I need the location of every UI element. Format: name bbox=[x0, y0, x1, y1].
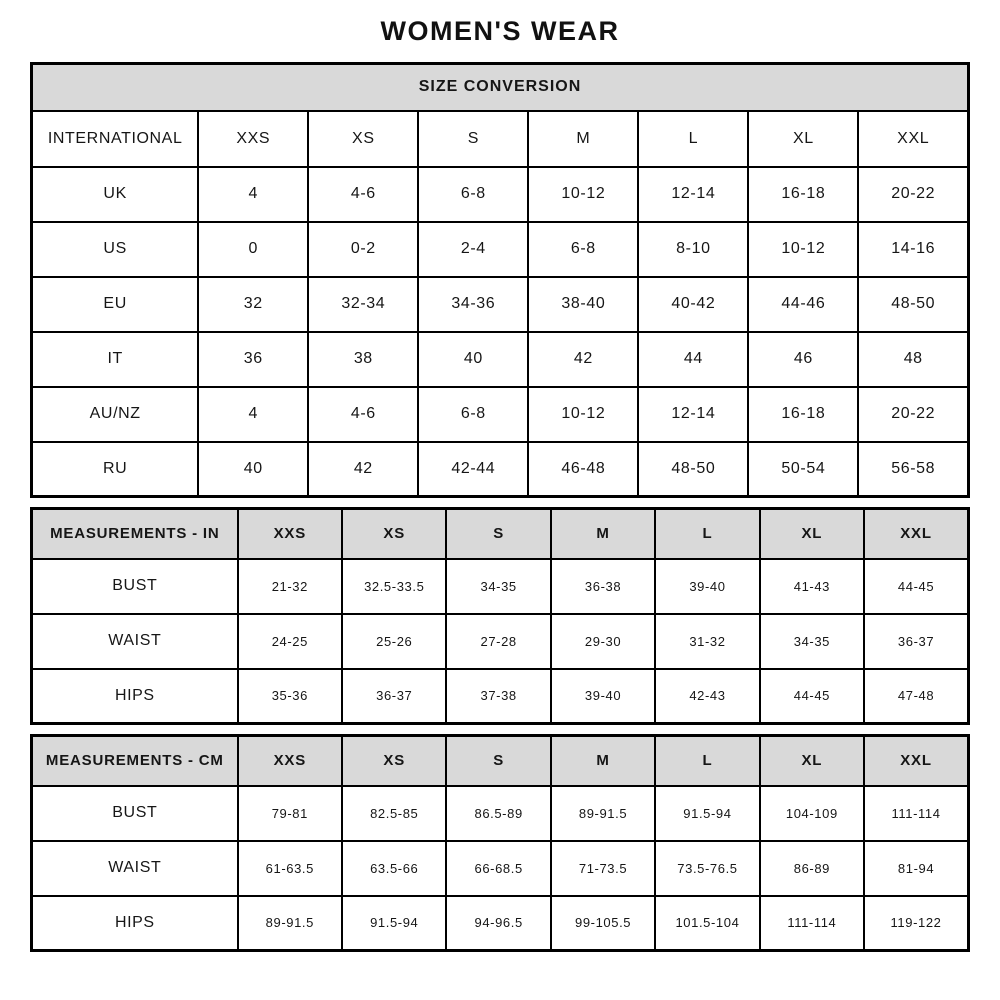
cell-value: 94-96.5 bbox=[446, 896, 550, 951]
row-label: BUST bbox=[32, 786, 238, 841]
measurements-in-title: MEASUREMENTS - IN bbox=[32, 509, 238, 559]
col-header-xxs: XXS bbox=[238, 736, 342, 786]
cell-value: 0 bbox=[198, 222, 308, 277]
cell-value: 14-16 bbox=[858, 222, 968, 277]
cell-value: 27-28 bbox=[446, 614, 550, 669]
table-row bbox=[32, 614, 969, 669]
measurements-in-header-row bbox=[32, 509, 969, 559]
table-row bbox=[32, 167, 969, 222]
col-header-xs: XS bbox=[342, 736, 446, 786]
cell-value: 2-4 bbox=[418, 222, 528, 277]
cell-value: 4-6 bbox=[308, 167, 418, 222]
cell-value: 38 bbox=[308, 332, 418, 387]
table-row bbox=[32, 332, 969, 387]
cell-value: 111-114 bbox=[760, 896, 864, 951]
cell-value: 119-122 bbox=[864, 896, 968, 951]
cell-value: 48-50 bbox=[638, 442, 748, 497]
row-label: RU bbox=[32, 442, 199, 497]
col-header-xxs: XXS bbox=[198, 111, 308, 167]
measurements-cm-title: MEASUREMENTS - CM bbox=[32, 736, 238, 786]
cell-value: 25-26 bbox=[342, 614, 446, 669]
cell-value: 89-91.5 bbox=[551, 786, 655, 841]
cell-value: 36-38 bbox=[551, 559, 655, 614]
table-row bbox=[32, 222, 969, 277]
row-label: IT bbox=[32, 332, 199, 387]
col-header-s: S bbox=[418, 111, 528, 167]
cell-value: 44-45 bbox=[760, 669, 864, 724]
row-label: EU bbox=[32, 277, 199, 332]
size-conversion-banner-row bbox=[32, 64, 969, 111]
cell-value: 91.5-94 bbox=[342, 896, 446, 951]
cell-value: 4 bbox=[198, 387, 308, 442]
col-header-s: S bbox=[446, 736, 550, 786]
table-row bbox=[32, 277, 969, 332]
col-header-xxl: XXL bbox=[864, 509, 968, 559]
row-label: US bbox=[32, 222, 199, 277]
table-row bbox=[32, 669, 969, 724]
col-header-xl: XL bbox=[760, 736, 864, 786]
table-row bbox=[32, 442, 969, 497]
cell-value: 12-14 bbox=[638, 387, 748, 442]
cell-value: 86-89 bbox=[760, 841, 864, 896]
col-header-xl: XL bbox=[748, 111, 858, 167]
row-label: AU/NZ bbox=[32, 387, 199, 442]
col-header-xxl: XXL bbox=[858, 111, 968, 167]
cell-value: 81-94 bbox=[864, 841, 968, 896]
col-header-xxl: XXL bbox=[864, 736, 968, 786]
cell-value: 111-114 bbox=[864, 786, 968, 841]
cell-value: 29-30 bbox=[551, 614, 655, 669]
cell-value: 34-36 bbox=[418, 277, 528, 332]
size-conversion-header-row bbox=[32, 111, 969, 167]
cell-value: 42 bbox=[308, 442, 418, 497]
cell-value: 16-18 bbox=[748, 167, 858, 222]
col-header-m: M bbox=[551, 736, 655, 786]
row-label: WAIST bbox=[32, 841, 238, 896]
col-header-xs: XS bbox=[342, 509, 446, 559]
table-row bbox=[32, 841, 969, 896]
page-title: WOMEN'S WEAR bbox=[380, 16, 620, 46]
cell-value: 34-35 bbox=[760, 614, 864, 669]
cell-value: 91.5-94 bbox=[655, 786, 759, 841]
table-row bbox=[32, 786, 969, 841]
cell-value: 44-45 bbox=[864, 559, 968, 614]
cell-value: 6-8 bbox=[418, 167, 528, 222]
row-label: HIPS bbox=[32, 669, 238, 724]
cell-value: 35-36 bbox=[238, 669, 342, 724]
cell-value: 56-58 bbox=[858, 442, 968, 497]
cell-value: 36 bbox=[198, 332, 308, 387]
cell-value: 21-32 bbox=[238, 559, 342, 614]
cell-value: 4-6 bbox=[308, 387, 418, 442]
table-row bbox=[32, 387, 969, 442]
cell-value: 79-81 bbox=[238, 786, 342, 841]
cell-value: 20-22 bbox=[858, 387, 968, 442]
cell-value: 40-42 bbox=[638, 277, 748, 332]
cell-value: 6-8 bbox=[528, 222, 638, 277]
cell-value: 38-40 bbox=[528, 277, 638, 332]
cell-value: 4 bbox=[198, 167, 308, 222]
measurements-in-table bbox=[30, 507, 970, 725]
measurements-cm-header-row bbox=[32, 736, 969, 786]
cell-value: 39-40 bbox=[551, 669, 655, 724]
cell-value: 8-10 bbox=[638, 222, 748, 277]
col-header-l: L bbox=[638, 111, 748, 167]
row-label: HIPS bbox=[32, 896, 238, 951]
cell-value: 12-14 bbox=[638, 167, 748, 222]
col-header-m: M bbox=[551, 509, 655, 559]
cell-value: 36-37 bbox=[864, 614, 968, 669]
cell-value: 47-48 bbox=[864, 669, 968, 724]
cell-value: 86.5-89 bbox=[446, 786, 550, 841]
cell-value: 44 bbox=[638, 332, 748, 387]
cell-value: 99-105.5 bbox=[551, 896, 655, 951]
cell-value: 50-54 bbox=[748, 442, 858, 497]
col-header-m: M bbox=[528, 111, 638, 167]
cell-value: 63.5-66 bbox=[342, 841, 446, 896]
cell-value: 101.5-104 bbox=[655, 896, 759, 951]
row-label: BUST bbox=[32, 559, 238, 614]
cell-value: 40 bbox=[198, 442, 308, 497]
cell-value: 39-40 bbox=[655, 559, 759, 614]
cell-value: 104-109 bbox=[760, 786, 864, 841]
col-header-international: INTERNATIONAL bbox=[32, 111, 199, 167]
cell-value: 61-63.5 bbox=[238, 841, 342, 896]
cell-value: 42-44 bbox=[418, 442, 528, 497]
cell-value: 32-34 bbox=[308, 277, 418, 332]
cell-value: 20-22 bbox=[858, 167, 968, 222]
measurements-cm-table bbox=[30, 734, 970, 952]
cell-value: 42-43 bbox=[655, 669, 759, 724]
col-header-s: S bbox=[446, 509, 550, 559]
row-label: WAIST bbox=[32, 614, 238, 669]
col-header-xxs: XXS bbox=[238, 509, 342, 559]
cell-value: 73.5-76.5 bbox=[655, 841, 759, 896]
cell-value: 6-8 bbox=[418, 387, 528, 442]
cell-value: 16-18 bbox=[748, 387, 858, 442]
cell-value: 89-91.5 bbox=[238, 896, 342, 951]
cell-value: 46-48 bbox=[528, 442, 638, 497]
row-label: UK bbox=[32, 167, 199, 222]
cell-value: 46 bbox=[748, 332, 858, 387]
cell-value: 34-35 bbox=[446, 559, 550, 614]
cell-value: 24-25 bbox=[238, 614, 342, 669]
cell-value: 36-37 bbox=[342, 669, 446, 724]
cell-value: 10-12 bbox=[748, 222, 858, 277]
cell-value: 82.5-85 bbox=[342, 786, 446, 841]
cell-value: 0-2 bbox=[308, 222, 418, 277]
cell-value: 41-43 bbox=[760, 559, 864, 614]
table-row bbox=[32, 559, 969, 614]
cell-value: 42 bbox=[528, 332, 638, 387]
size-conversion-title: SIZE CONVERSION bbox=[32, 64, 969, 111]
cell-value: 31-32 bbox=[655, 614, 759, 669]
cell-value: 32.5-33.5 bbox=[342, 559, 446, 614]
cell-value: 71-73.5 bbox=[551, 841, 655, 896]
col-header-xs: XS bbox=[308, 111, 418, 167]
cell-value: 40 bbox=[418, 332, 528, 387]
cell-value: 48 bbox=[858, 332, 968, 387]
col-header-l: L bbox=[655, 509, 759, 559]
cell-value: 10-12 bbox=[528, 387, 638, 442]
table-row bbox=[32, 896, 969, 951]
cell-value: 66-68.5 bbox=[446, 841, 550, 896]
cell-value: 48-50 bbox=[858, 277, 968, 332]
cell-value: 32 bbox=[198, 277, 308, 332]
col-header-l: L bbox=[655, 736, 759, 786]
cell-value: 44-46 bbox=[748, 277, 858, 332]
col-header-xl: XL bbox=[760, 509, 864, 559]
cell-value: 10-12 bbox=[528, 167, 638, 222]
cell-value: 37-38 bbox=[446, 669, 550, 724]
size-conversion-table bbox=[30, 62, 970, 498]
